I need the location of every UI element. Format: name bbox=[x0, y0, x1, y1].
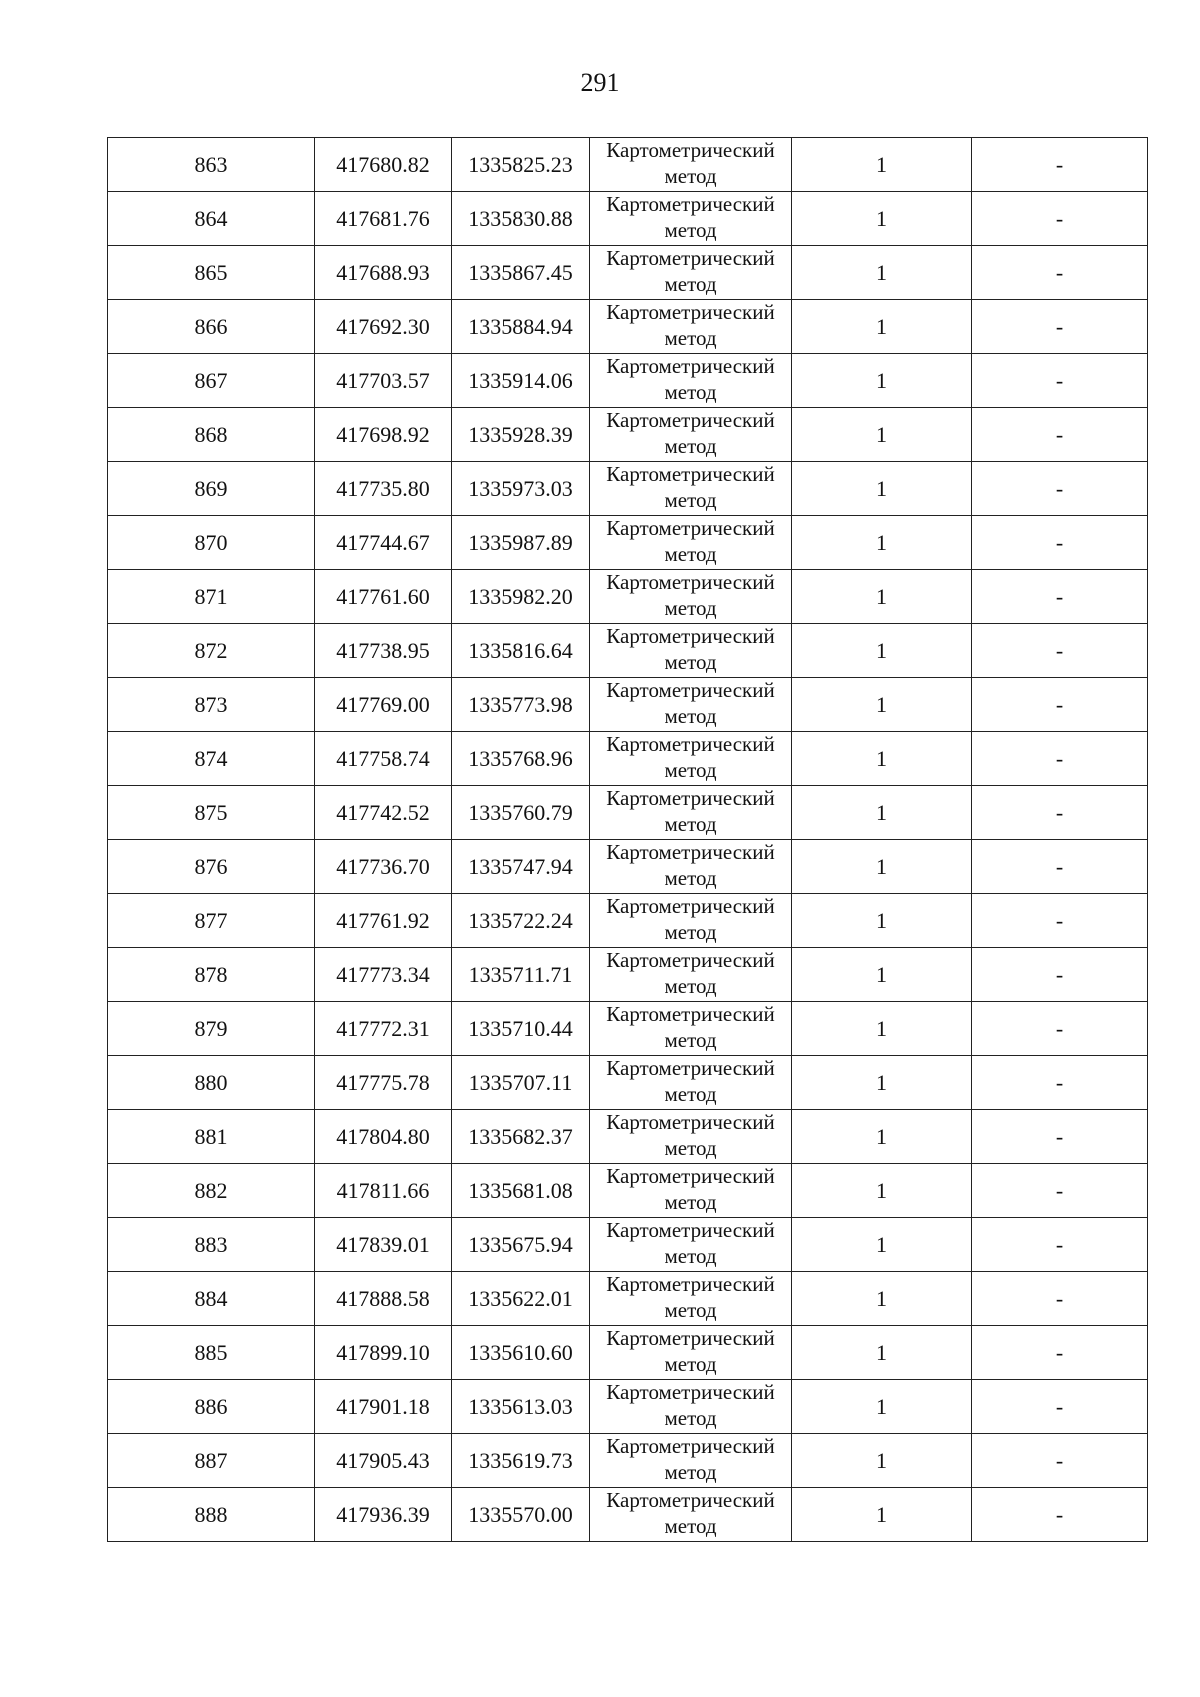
note-cell: - bbox=[972, 192, 1148, 246]
point-number-cell: 882 bbox=[108, 1164, 315, 1218]
method-line-2: метод bbox=[664, 1243, 717, 1268]
accuracy-cell: 1 bbox=[792, 624, 972, 678]
table-row bbox=[108, 300, 1148, 354]
method-line-2: метод bbox=[664, 1405, 717, 1430]
y-coordinate-cell: 1335825.23 bbox=[452, 138, 590, 192]
method-cell bbox=[590, 300, 792, 354]
method-line-1: Картометрический bbox=[606, 839, 775, 864]
y-coordinate-cell: 1335987.89 bbox=[452, 516, 590, 570]
x-coordinate-cell: 417742.52 bbox=[315, 786, 452, 840]
point-number-cell: 873 bbox=[108, 678, 315, 732]
method-line-2: метод bbox=[664, 757, 717, 782]
y-coordinate-cell: 1335816.64 bbox=[452, 624, 590, 678]
table-row bbox=[108, 1110, 1148, 1164]
method-cell bbox=[590, 138, 792, 192]
method-cell bbox=[590, 1164, 792, 1218]
note-cell: - bbox=[972, 1326, 1148, 1380]
table-row bbox=[108, 1326, 1148, 1380]
accuracy-cell: 1 bbox=[792, 408, 972, 462]
accuracy-cell: 1 bbox=[792, 1326, 972, 1380]
x-coordinate-cell: 417758.74 bbox=[315, 732, 452, 786]
note-cell: - bbox=[972, 408, 1148, 462]
note-cell: - bbox=[972, 624, 1148, 678]
method-cell bbox=[590, 1326, 792, 1380]
method-line-1: Картометрический bbox=[606, 245, 775, 270]
x-coordinate-cell: 417775.78 bbox=[315, 1056, 452, 1110]
point-number-cell: 866 bbox=[108, 300, 315, 354]
x-coordinate-cell: 417735.80 bbox=[315, 462, 452, 516]
method-line-1: Картометрический bbox=[606, 1001, 775, 1026]
y-coordinate-cell: 1335982.20 bbox=[452, 570, 590, 624]
table-body bbox=[108, 138, 1148, 1542]
table-row bbox=[108, 1002, 1148, 1056]
point-number-cell: 886 bbox=[108, 1380, 315, 1434]
y-coordinate-cell: 1335914.06 bbox=[452, 354, 590, 408]
y-coordinate-cell: 1335570.00 bbox=[452, 1488, 590, 1542]
y-coordinate-cell: 1335675.94 bbox=[452, 1218, 590, 1272]
note-cell: - bbox=[972, 570, 1148, 624]
y-coordinate-cell: 1335830.88 bbox=[452, 192, 590, 246]
table-row bbox=[108, 678, 1148, 732]
x-coordinate-cell: 417738.95 bbox=[315, 624, 452, 678]
point-number-cell: 870 bbox=[108, 516, 315, 570]
note-cell: - bbox=[972, 1218, 1148, 1272]
point-number-cell: 879 bbox=[108, 1002, 315, 1056]
accuracy-cell: 1 bbox=[792, 894, 972, 948]
method-line-2: метод bbox=[664, 1189, 717, 1214]
method-cell bbox=[590, 1110, 792, 1164]
note-cell: - bbox=[972, 354, 1148, 408]
y-coordinate-cell: 1335768.96 bbox=[452, 732, 590, 786]
accuracy-cell: 1 bbox=[792, 1434, 972, 1488]
x-coordinate-cell: 417692.30 bbox=[315, 300, 452, 354]
method-line-1: Картометрический bbox=[606, 731, 775, 756]
y-coordinate-cell: 1335973.03 bbox=[452, 462, 590, 516]
x-coordinate-cell: 417769.00 bbox=[315, 678, 452, 732]
table-row bbox=[108, 1272, 1148, 1326]
method-line-2: метод bbox=[664, 595, 717, 620]
method-cell bbox=[590, 894, 792, 948]
method-line-2: метод bbox=[664, 649, 717, 674]
note-cell: - bbox=[972, 678, 1148, 732]
y-coordinate-cell: 1335682.37 bbox=[452, 1110, 590, 1164]
method-line-2: метод bbox=[664, 541, 717, 566]
method-line-1: Картометрический bbox=[606, 677, 775, 702]
method-cell bbox=[590, 1434, 792, 1488]
note-cell: - bbox=[972, 1434, 1148, 1488]
y-coordinate-cell: 1335710.44 bbox=[452, 1002, 590, 1056]
method-line-1: Картометрический bbox=[606, 1217, 775, 1242]
method-line-1: Картометрический bbox=[606, 407, 775, 432]
method-line-2: метод bbox=[664, 1513, 717, 1538]
method-cell bbox=[590, 678, 792, 732]
accuracy-cell: 1 bbox=[792, 1380, 972, 1434]
method-cell bbox=[590, 570, 792, 624]
table-row bbox=[108, 1056, 1148, 1110]
method-line-1: Картометрический bbox=[606, 1163, 775, 1188]
method-cell bbox=[590, 1056, 792, 1110]
table-row bbox=[108, 516, 1148, 570]
accuracy-cell: 1 bbox=[792, 246, 972, 300]
table-row bbox=[108, 1380, 1148, 1434]
method-cell bbox=[590, 354, 792, 408]
point-number-cell: 877 bbox=[108, 894, 315, 948]
method-line-1: Картометрический bbox=[606, 137, 775, 162]
accuracy-cell: 1 bbox=[792, 678, 972, 732]
note-cell: - bbox=[972, 840, 1148, 894]
method-cell bbox=[590, 732, 792, 786]
point-number-cell: 880 bbox=[108, 1056, 315, 1110]
method-cell bbox=[590, 624, 792, 678]
point-number-cell: 875 bbox=[108, 786, 315, 840]
point-number-cell: 874 bbox=[108, 732, 315, 786]
accuracy-cell: 1 bbox=[792, 192, 972, 246]
method-cell bbox=[590, 462, 792, 516]
table-row bbox=[108, 624, 1148, 678]
table-row bbox=[108, 948, 1148, 1002]
x-coordinate-cell: 417761.92 bbox=[315, 894, 452, 948]
point-number-cell: 887 bbox=[108, 1434, 315, 1488]
x-coordinate-cell: 417936.39 bbox=[315, 1488, 452, 1542]
x-coordinate-cell: 417804.80 bbox=[315, 1110, 452, 1164]
table-row bbox=[108, 354, 1148, 408]
method-line-2: метод bbox=[664, 271, 717, 296]
y-coordinate-cell: 1335747.94 bbox=[452, 840, 590, 894]
note-cell: - bbox=[972, 516, 1148, 570]
method-line-2: метод bbox=[664, 1081, 717, 1106]
method-cell bbox=[590, 1488, 792, 1542]
method-cell bbox=[590, 246, 792, 300]
point-number-cell: 869 bbox=[108, 462, 315, 516]
method-line-2: метод bbox=[664, 1459, 717, 1484]
method-line-2: метод bbox=[664, 1351, 717, 1376]
method-cell bbox=[590, 192, 792, 246]
note-cell: - bbox=[972, 732, 1148, 786]
method-line-1: Картометрический bbox=[606, 191, 775, 216]
accuracy-cell: 1 bbox=[792, 1272, 972, 1326]
y-coordinate-cell: 1335610.60 bbox=[452, 1326, 590, 1380]
note-cell: - bbox=[972, 1002, 1148, 1056]
y-coordinate-cell: 1335619.73 bbox=[452, 1434, 590, 1488]
note-cell: - bbox=[972, 1110, 1148, 1164]
y-coordinate-cell: 1335622.01 bbox=[452, 1272, 590, 1326]
method-line-2: метод bbox=[664, 163, 717, 188]
method-cell bbox=[590, 1218, 792, 1272]
point-number-cell: 884 bbox=[108, 1272, 315, 1326]
method-line-1: Картометрический bbox=[606, 623, 775, 648]
method-line-1: Картометрический bbox=[606, 569, 775, 594]
point-number-cell: 881 bbox=[108, 1110, 315, 1164]
x-coordinate-cell: 417688.93 bbox=[315, 246, 452, 300]
method-line-1: Картометрический bbox=[606, 1109, 775, 1134]
point-number-cell: 888 bbox=[108, 1488, 315, 1542]
method-line-2: метод bbox=[664, 487, 717, 512]
accuracy-cell: 1 bbox=[792, 1488, 972, 1542]
y-coordinate-cell: 1335884.94 bbox=[452, 300, 590, 354]
point-number-cell: 878 bbox=[108, 948, 315, 1002]
x-coordinate-cell: 417736.70 bbox=[315, 840, 452, 894]
method-line-2: метод bbox=[664, 1297, 717, 1322]
point-number-cell: 876 bbox=[108, 840, 315, 894]
point-number-cell: 868 bbox=[108, 408, 315, 462]
method-cell bbox=[590, 1272, 792, 1326]
y-coordinate-cell: 1335722.24 bbox=[452, 894, 590, 948]
x-coordinate-cell: 417680.82 bbox=[315, 138, 452, 192]
x-coordinate-cell: 417905.43 bbox=[315, 1434, 452, 1488]
note-cell: - bbox=[972, 462, 1148, 516]
method-line-2: метод bbox=[664, 217, 717, 242]
method-line-1: Картометрический bbox=[606, 1487, 775, 1512]
page-number: 291 bbox=[580, 68, 620, 97]
method-line-1: Картометрический bbox=[606, 299, 775, 324]
y-coordinate-cell: 1335867.45 bbox=[452, 246, 590, 300]
table-row bbox=[108, 408, 1148, 462]
accuracy-cell: 1 bbox=[792, 138, 972, 192]
x-coordinate-cell: 417811.66 bbox=[315, 1164, 452, 1218]
x-coordinate-cell: 417773.34 bbox=[315, 948, 452, 1002]
point-number-cell: 864 bbox=[108, 192, 315, 246]
table-row bbox=[108, 1164, 1148, 1218]
method-line-1: Картометрический bbox=[606, 1055, 775, 1080]
method-line-1: Картометрический bbox=[606, 947, 775, 972]
method-line-2: метод bbox=[664, 919, 717, 944]
point-number-cell: 871 bbox=[108, 570, 315, 624]
note-cell: - bbox=[972, 1272, 1148, 1326]
method-line-2: метод bbox=[664, 811, 717, 836]
method-line-2: метод bbox=[664, 433, 717, 458]
table-row bbox=[108, 192, 1148, 246]
method-line-2: метод bbox=[664, 865, 717, 890]
y-coordinate-cell: 1335681.08 bbox=[452, 1164, 590, 1218]
point-number-cell: 867 bbox=[108, 354, 315, 408]
accuracy-cell: 1 bbox=[792, 786, 972, 840]
accuracy-cell: 1 bbox=[792, 462, 972, 516]
note-cell: - bbox=[972, 300, 1148, 354]
accuracy-cell: 1 bbox=[792, 570, 972, 624]
table-row bbox=[108, 570, 1148, 624]
y-coordinate-cell: 1335773.98 bbox=[452, 678, 590, 732]
method-cell bbox=[590, 408, 792, 462]
coordinates-table bbox=[107, 137, 1148, 1542]
table-row bbox=[108, 786, 1148, 840]
x-coordinate-cell: 417839.01 bbox=[315, 1218, 452, 1272]
table-row bbox=[108, 894, 1148, 948]
method-line-1: Картометрический bbox=[606, 515, 775, 540]
x-coordinate-cell: 417888.58 bbox=[315, 1272, 452, 1326]
method-line-1: Картометрический bbox=[606, 353, 775, 378]
x-coordinate-cell: 417703.57 bbox=[315, 354, 452, 408]
table-row bbox=[108, 1434, 1148, 1488]
method-cell bbox=[590, 516, 792, 570]
note-cell: - bbox=[972, 894, 1148, 948]
note-cell: - bbox=[972, 246, 1148, 300]
method-line-2: метод bbox=[664, 1027, 717, 1052]
x-coordinate-cell: 417899.10 bbox=[315, 1326, 452, 1380]
method-cell bbox=[590, 1380, 792, 1434]
method-cell bbox=[590, 1002, 792, 1056]
table-row bbox=[108, 732, 1148, 786]
accuracy-cell: 1 bbox=[792, 516, 972, 570]
note-cell: - bbox=[972, 138, 1148, 192]
method-line-1: Картометрический bbox=[606, 461, 775, 486]
accuracy-cell: 1 bbox=[792, 948, 972, 1002]
accuracy-cell: 1 bbox=[792, 840, 972, 894]
point-number-cell: 885 bbox=[108, 1326, 315, 1380]
method-line-1: Картометрический bbox=[606, 1433, 775, 1458]
y-coordinate-cell: 1335707.11 bbox=[452, 1056, 590, 1110]
x-coordinate-cell: 417681.76 bbox=[315, 192, 452, 246]
point-number-cell: 872 bbox=[108, 624, 315, 678]
method-cell bbox=[590, 948, 792, 1002]
table-row bbox=[108, 1218, 1148, 1272]
x-coordinate-cell: 417761.60 bbox=[315, 570, 452, 624]
y-coordinate-cell: 1335760.79 bbox=[452, 786, 590, 840]
accuracy-cell: 1 bbox=[792, 1002, 972, 1056]
table-row bbox=[108, 246, 1148, 300]
method-cell bbox=[590, 786, 792, 840]
note-cell: - bbox=[972, 1380, 1148, 1434]
accuracy-cell: 1 bbox=[792, 1110, 972, 1164]
method-line-2: метод bbox=[664, 973, 717, 998]
method-line-1: Картометрический bbox=[606, 893, 775, 918]
point-number-cell: 863 bbox=[108, 138, 315, 192]
x-coordinate-cell: 417744.67 bbox=[315, 516, 452, 570]
y-coordinate-cell: 1335711.71 bbox=[452, 948, 590, 1002]
note-cell: - bbox=[972, 1164, 1148, 1218]
accuracy-cell: 1 bbox=[792, 1218, 972, 1272]
method-line-1: Картометрический bbox=[606, 1271, 775, 1296]
method-line-1: Картометрический bbox=[606, 785, 775, 810]
method-line-2: метод bbox=[664, 703, 717, 728]
y-coordinate-cell: 1335928.39 bbox=[452, 408, 590, 462]
point-number-cell: 883 bbox=[108, 1218, 315, 1272]
accuracy-cell: 1 bbox=[792, 1164, 972, 1218]
accuracy-cell: 1 bbox=[792, 1056, 972, 1110]
method-line-1: Картометрический bbox=[606, 1325, 775, 1350]
note-cell: - bbox=[972, 1488, 1148, 1542]
table-row bbox=[108, 1488, 1148, 1542]
x-coordinate-cell: 417901.18 bbox=[315, 1380, 452, 1434]
note-cell: - bbox=[972, 948, 1148, 1002]
method-line-2: метод bbox=[664, 379, 717, 404]
point-number-cell: 865 bbox=[108, 246, 315, 300]
method-line-2: метод bbox=[664, 325, 717, 350]
accuracy-cell: 1 bbox=[792, 300, 972, 354]
method-cell bbox=[590, 840, 792, 894]
method-line-2: метод bbox=[664, 1135, 717, 1160]
note-cell: - bbox=[972, 1056, 1148, 1110]
note-cell: - bbox=[972, 786, 1148, 840]
x-coordinate-cell: 417772.31 bbox=[315, 1002, 452, 1056]
x-coordinate-cell: 417698.92 bbox=[315, 408, 452, 462]
accuracy-cell: 1 bbox=[792, 732, 972, 786]
accuracy-cell: 1 bbox=[792, 354, 972, 408]
method-line-1: Картометрический bbox=[606, 1379, 775, 1404]
y-coordinate-cell: 1335613.03 bbox=[452, 1380, 590, 1434]
table-row bbox=[108, 138, 1148, 192]
table-row bbox=[108, 840, 1148, 894]
table-row bbox=[108, 462, 1148, 516]
